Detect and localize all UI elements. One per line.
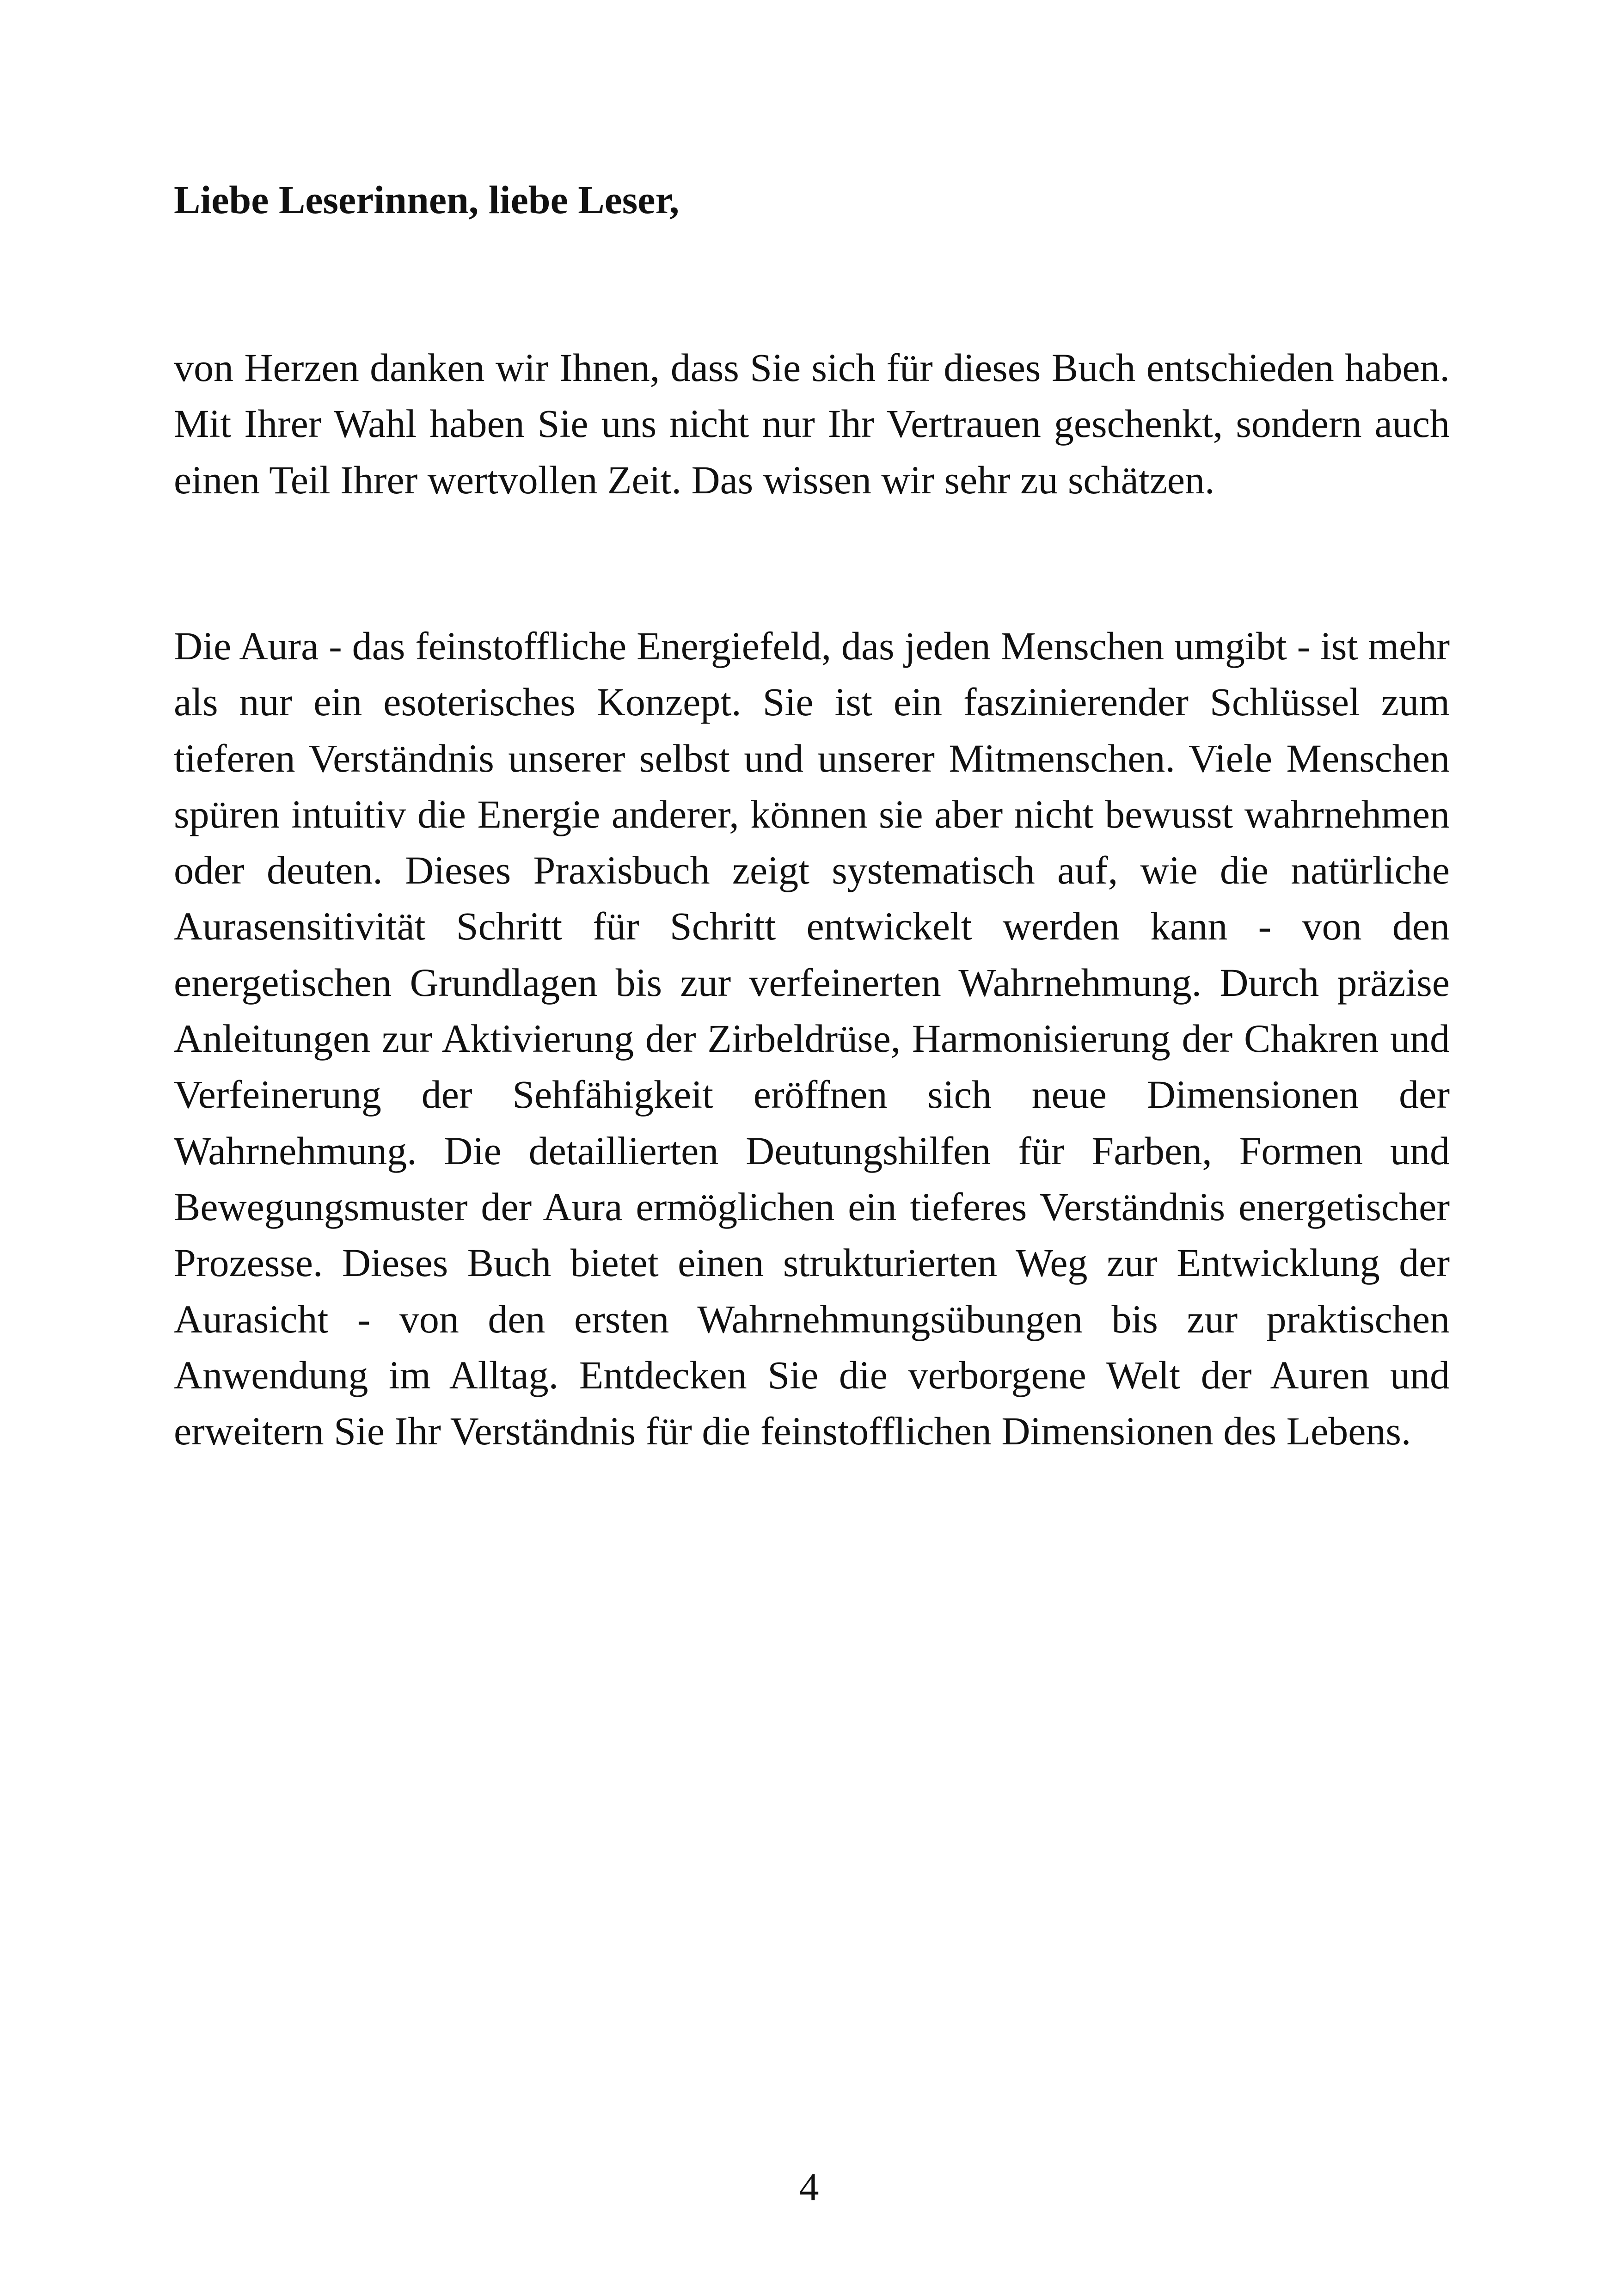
page-content	[174, 0, 1450, 2296]
greeting-heading: Liebe Leserinnen, liebe Leser,	[174, 178, 680, 222]
paragraph-aura-intro: Die Aura - das feinstoffliche Energiefeld, das jeden Menschen umgibt - ist mehr als nur ein esoterisches Konzept. Sie ist ein faszinierender Schlüssel zum tieferen Verständnis unserer selbst und unserer Mitmenschen. Viele Menschen spüren intuitiv die Energie anderer, können sie aber nicht bewusst wahrnehmen oder deuten. Dieses Praxisbuch zeigt systematisch auf, wie die natürliche Aurasensitivität Schritt für Schritt entwickelt werden kann - von den energetischen Grundlagen bis zur verfeinerten Wahrnehmung. Durch präzise Anleitungen zur Aktivierung der Zirbeldrüse, Harmonisierung der Chakren und Verfeinerung der Sehfähigkeit eröffnen sich neue Dimensionen der Wahrnehmung. Die detaillierten Deutungshilfen für Farben, Formen und Bewegungsmuster der Aura ermöglichen ein tieferes Verständnis energetischer Prozesse. Dieses Buch bietet einen strukturierten Weg zur Entwicklung der Aurasicht - von den ersten Wahrnehmungsübungen bis zur praktischen Anwendung im Alltag. Entdecken Sie die verborgene Welt der Auren und erweitern Sie Ihr Verständnis für die feinstofflichen Dimensionen des Lebens.	[174, 624, 1450, 1454]
page-number: 4	[799, 2165, 819, 2209]
paragraph-thanks: von Herzen danken wir Ihnen, dass Sie sich für dieses Buch entschieden haben. Mit Ihrer Wahl haben Sie uns nicht nur Ihr Vertrauen geschenkt, sondern auch einen Teil Ihrer wertvollen Zeit. Das wissen wir sehr zu schätzen.	[174, 345, 1450, 502]
